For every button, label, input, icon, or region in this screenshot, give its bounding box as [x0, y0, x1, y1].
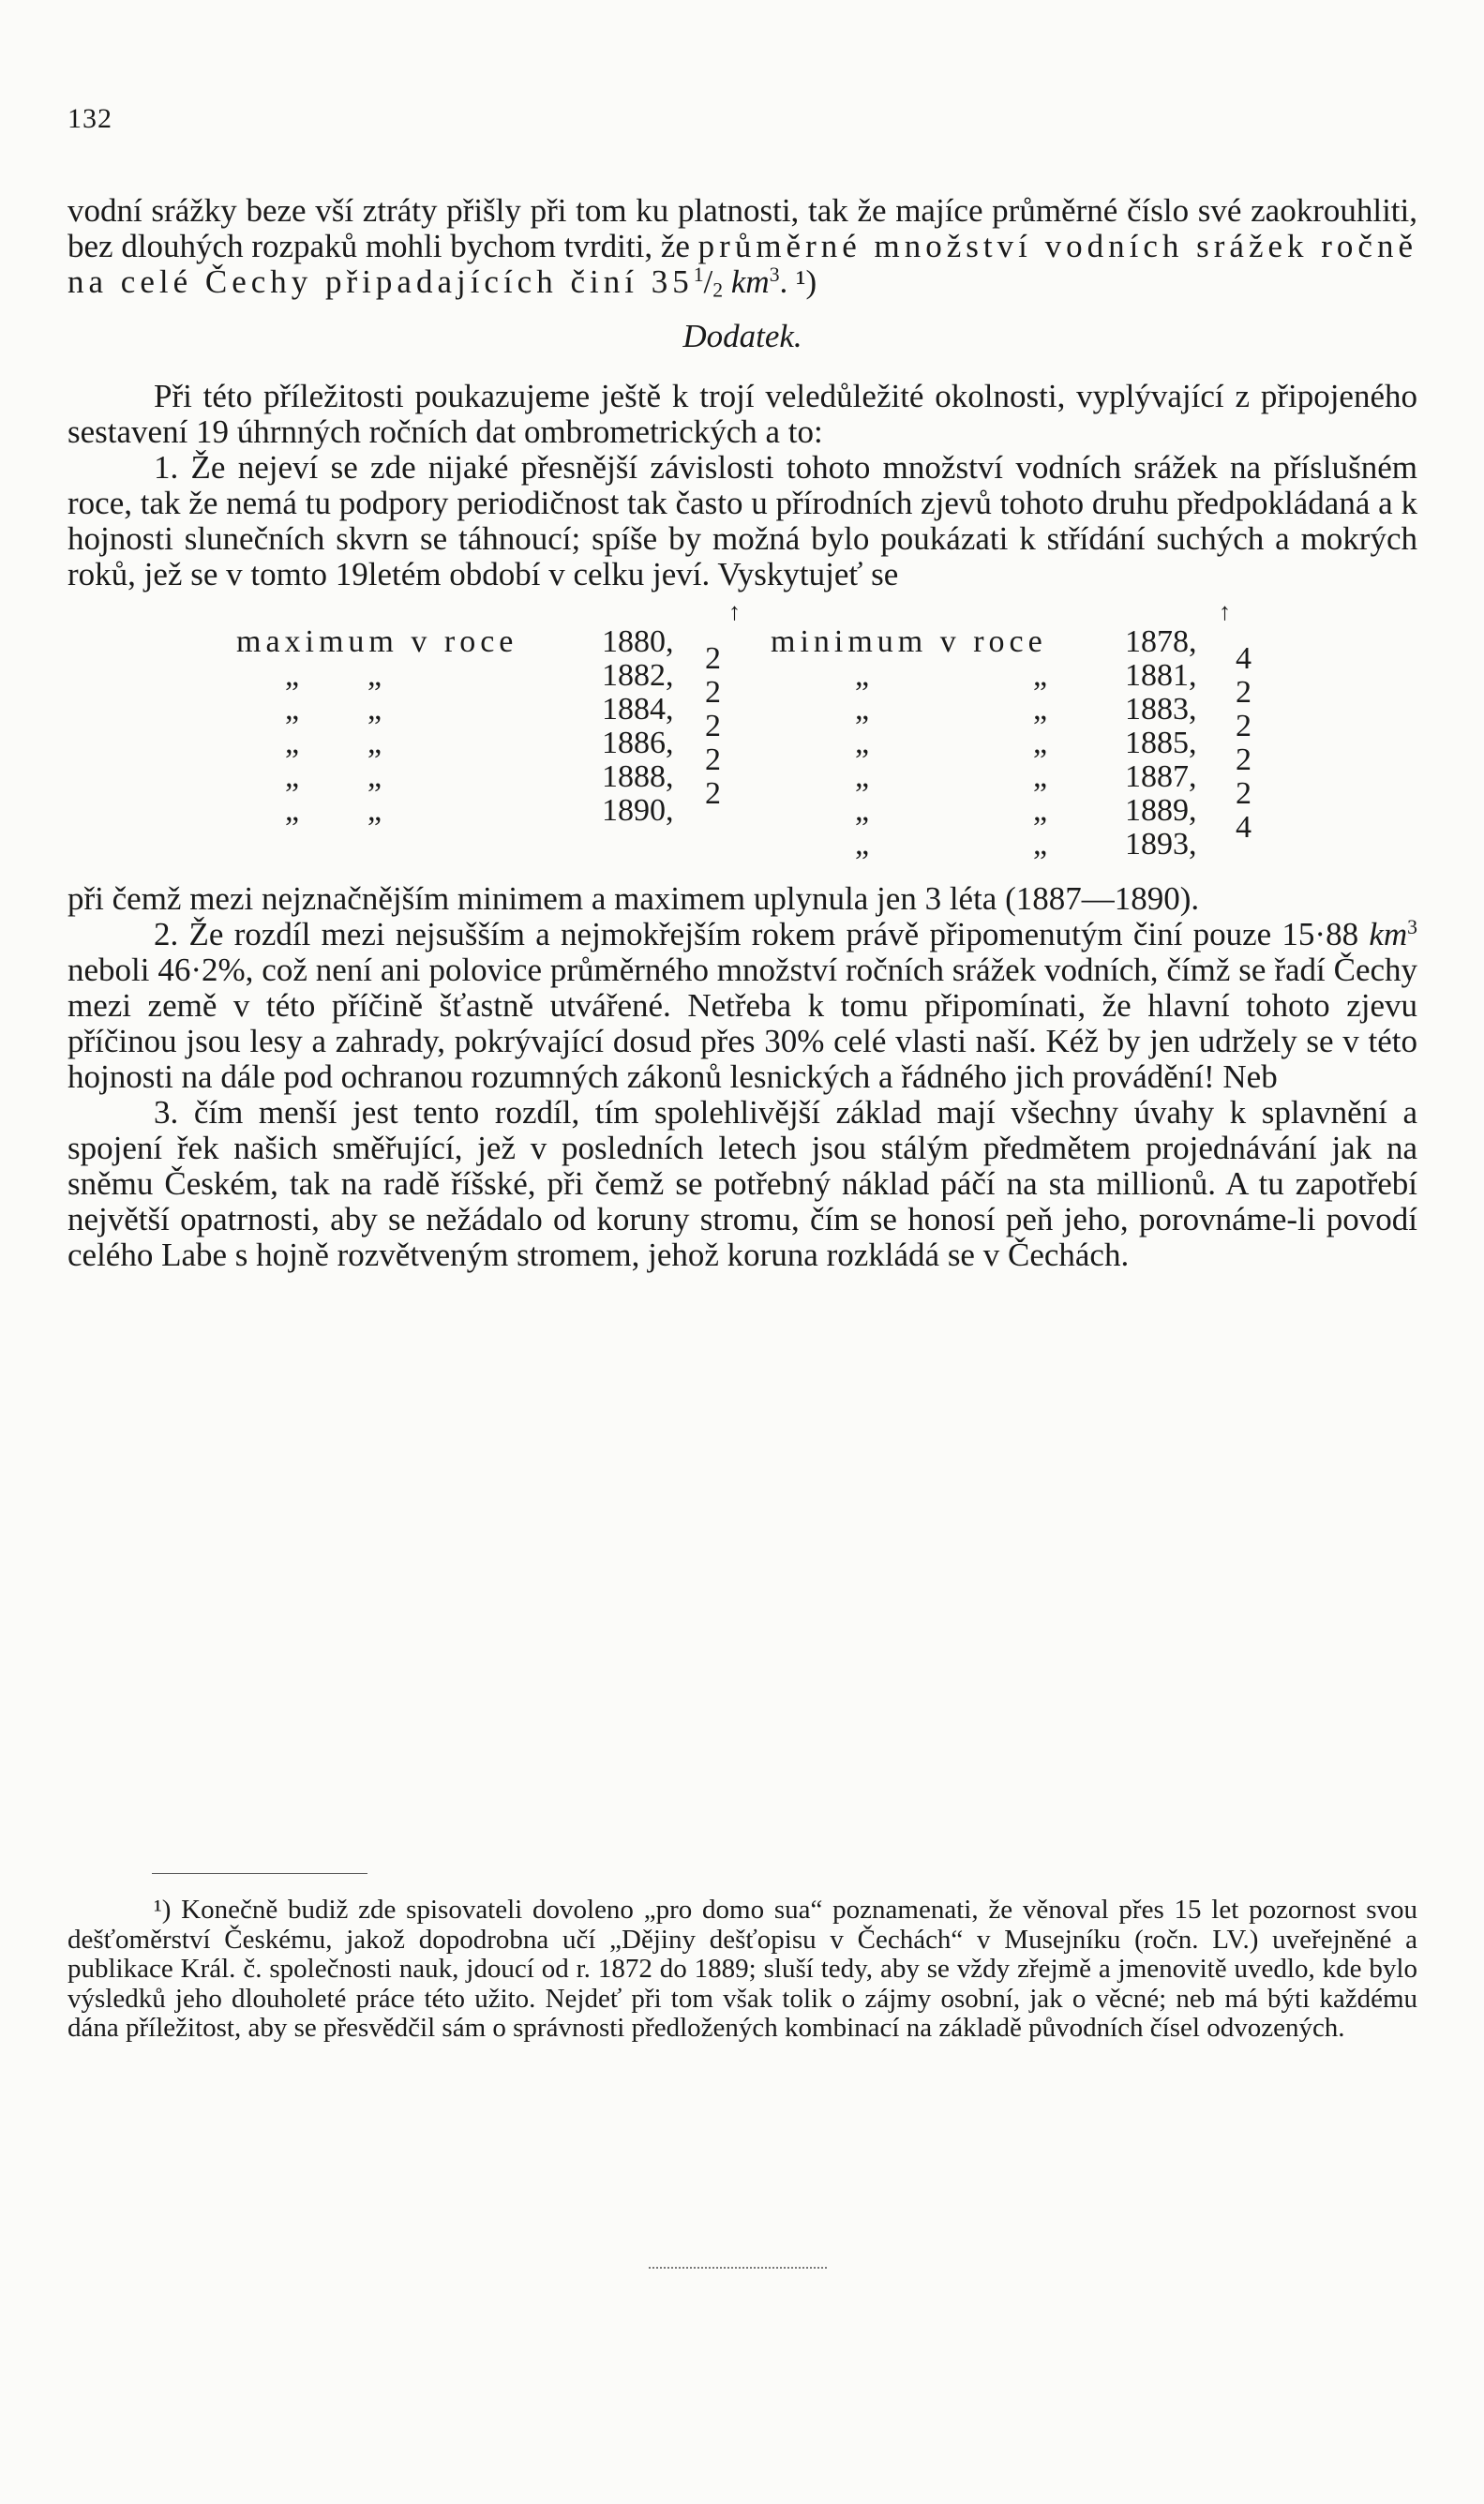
- percent-sign: %: [217, 952, 246, 988]
- unit-km: km: [1369, 916, 1408, 952]
- point-2-text-a: 2. Že rozdíl mezi nejsušším a nejmokřejším rokem právě připomenutým činí pouze 15·88: [154, 916, 1370, 952]
- max-interval: 2: [705, 675, 721, 710]
- after-table-text: při čemž mezi nejznačnějším minimem a maximem uplynula jen 3 léta (1887—1890).: [67, 880, 1200, 917]
- spaced-emphasis: průměrné množství vodních srážek ročně na celé Čechy připadajících činí 35: [67, 228, 1418, 300]
- ditto-mark: „: [1033, 827, 1048, 862]
- end-divider: [649, 2267, 827, 2269]
- opening-paragraph: vodní srážky beze vší ztráty přišly při tom ku platnosti, tak že majíce průměrné číslo své zaokrouhliti, bez dlouhých rozpaků mohli bychom tvrditi, že průměrné množství vodních srážek ročně na celé Čechy připadajících činí $35^1/_2$ $km^3$. ¹): [67, 192, 1418, 302]
- ditto-mark: „: [367, 658, 382, 693]
- point-2-text-b: neboli 46·2: [67, 952, 218, 988]
- point-2-text-c: , což není ani polovice průměrného množství ročních srážek vodních, čímž se řadí Čechy mezi země v této příčině šťastně utvářené. Netřeba k tomu připomínati, že hlavní tohoto zjevu příčinou jsou lesy a zahrady, pokrývající dosud přes 30% celé vlasti naší. Kéž by jen udržely se v této hojnosti na dále pod ochranou rozumných zákonů lesnických a řádného jich provádění! Neb: [67, 952, 1418, 1095]
- min-interval: 2: [1236, 709, 1252, 743]
- fraction-numerator: 1: [693, 263, 704, 287]
- fraction-denominator: 2: [712, 278, 724, 302]
- point-1: 1. Že nejeví se zde nijaké přesnější závislosti tohoto množství vodních srážek na příslušném roce, tak že nemá tu podpory periodičnost tak často u přírodních zjevů tohoto druhu předpokládaná a k hojnosti slunečních skvrn se táhnoucí; spíše by možná bylo poukázati k střídání suchých a mokrých roků, jež se v tomto 19letém období v celku jeví. Vyskytujeť se: [67, 449, 1417, 592]
- max-year: 1890,: [602, 793, 674, 828]
- max-interval: 2: [705, 709, 721, 743]
- max-interval: 2: [705, 776, 721, 811]
- ditto-mark: „: [1033, 726, 1048, 760]
- max-year: 1886,: [602, 726, 674, 760]
- ditto-mark: „: [285, 692, 300, 727]
- extremes-table: [67, 600, 1417, 881]
- ditto-mark: „: [855, 793, 870, 828]
- intro-paragraph: Při této příležitosti poukazujeme ještě k trojí veledůležité okolnosti, vyplývající z připojeného sestavení 19 úhrnných ročních dat ombrometrických a to:: [67, 378, 1417, 450]
- min-year: 1889,: [1125, 793, 1197, 828]
- min-label: minimum v roce: [771, 624, 1047, 659]
- interval-mark: ↑: [728, 598, 741, 625]
- ditto-mark: „: [855, 759, 870, 794]
- page-number: 132: [67, 103, 112, 134]
- min-interval: 4: [1236, 641, 1252, 676]
- min-interval: 2: [1236, 675, 1252, 710]
- footnote-1: ¹) Konečně budiž zde spisovateli dovoleno „pro domo sua“ poznamenati, že věnoval přes 15 let pozornost svou dešťoměrství Českému, jakož dopodrobna učí „Dějiny dešťopisu v Čechách“ v Musejníku (ročn. LV.) uveřejněné a publikace Král. č. společnosti nauk, jdoucí od r. 1872 do 1889; sluší tedy, aby se vždy zřejmě a jmenovitě uvedlo, kde bylo výsledků jeho dlouholeté práce této užito. Nejdeť při tom však tolik o zájmy osobní, jak o věcné; neb má býti každému dána příležitost, aby se přesvědčil sám o správnosti předložených kombinací na základě původních čísel odvozených.: [67, 1895, 1417, 2043]
- point-2: [67, 917, 1417, 1095]
- unit-exponent: 3: [1407, 916, 1417, 939]
- interval-mark: ↑: [1219, 598, 1231, 625]
- ditto-mark: „: [367, 759, 382, 794]
- min-year: 1885,: [1125, 726, 1197, 760]
- min-interval: 4: [1236, 810, 1252, 845]
- ditto-mark: „: [367, 793, 382, 828]
- ditto-mark: „: [285, 726, 300, 760]
- section-heading: Dodatek.: [682, 318, 802, 354]
- min-year: 1883,: [1125, 692, 1197, 727]
- ditto-mark: „: [1033, 793, 1048, 828]
- max-year: 1882,: [602, 658, 674, 693]
- min-interval: 2: [1236, 742, 1252, 777]
- ditto-mark: „: [285, 658, 300, 693]
- ditto-mark: „: [1033, 658, 1048, 693]
- ditto-mark: „: [1033, 759, 1048, 794]
- min-year: 1881,: [1125, 658, 1197, 693]
- ditto-mark: „: [855, 658, 870, 693]
- min-year: 1893,: [1125, 827, 1197, 862]
- ditto-mark: „: [367, 726, 382, 760]
- ditto-mark: „: [285, 793, 300, 828]
- max-interval: 2: [705, 641, 721, 676]
- max-interval: 2: [705, 742, 721, 777]
- min-interval: 2: [1236, 776, 1252, 811]
- footnotes: [67, 1896, 1417, 2044]
- max-year: 1884,: [602, 692, 674, 727]
- opening-text: vodní srážky beze vší ztráty přišly při tom ku platnosti, tak že majíce průměrné číslo své zaokrouhliti, bez dlouhých rozpaků mohli bychom tvrditi, že: [67, 192, 1417, 264]
- footnote-ref: . ¹): [779, 263, 817, 300]
- ditto-mark: „: [855, 692, 870, 727]
- min-year: 1887,: [1125, 759, 1197, 794]
- body-text: [67, 193, 1417, 1273]
- ditto-mark: „: [367, 692, 382, 727]
- ditto-mark: „: [855, 726, 870, 760]
- unit-exponent: 3: [769, 263, 780, 287]
- ditto-mark: „: [855, 827, 870, 862]
- unit-km: km: [730, 263, 770, 300]
- footnote-divider: [152, 1873, 367, 1874]
- ditto-mark: „: [285, 759, 300, 794]
- max-year: 1880,: [602, 624, 674, 659]
- max-year: 1888,: [602, 759, 674, 794]
- min-year: 1878,: [1125, 624, 1197, 659]
- ditto-mark: „: [1033, 692, 1048, 727]
- point-3: 3. čím menší jest tento rozdíl, tím spolehlivější základ mají všechny úvahy k splavnění a spojení řek našich směřující, jež v posledních letech jsou stálým předmětem projednávání jak na sněmu Českém, tak na radě říšské, při čemž se potřebný náklad páčí na sta millionů. A tu zapotřebí největší opatrnosti, aby se nežádalo od koruny stromu, čím se honosí peň jeho, porovnáme-li povodí celého Labe s hojně rozvětveným stromem, jehož koruna rozkládá se v Čechách.: [67, 1094, 1417, 1273]
- max-label: maximum v roce: [236, 624, 518, 659]
